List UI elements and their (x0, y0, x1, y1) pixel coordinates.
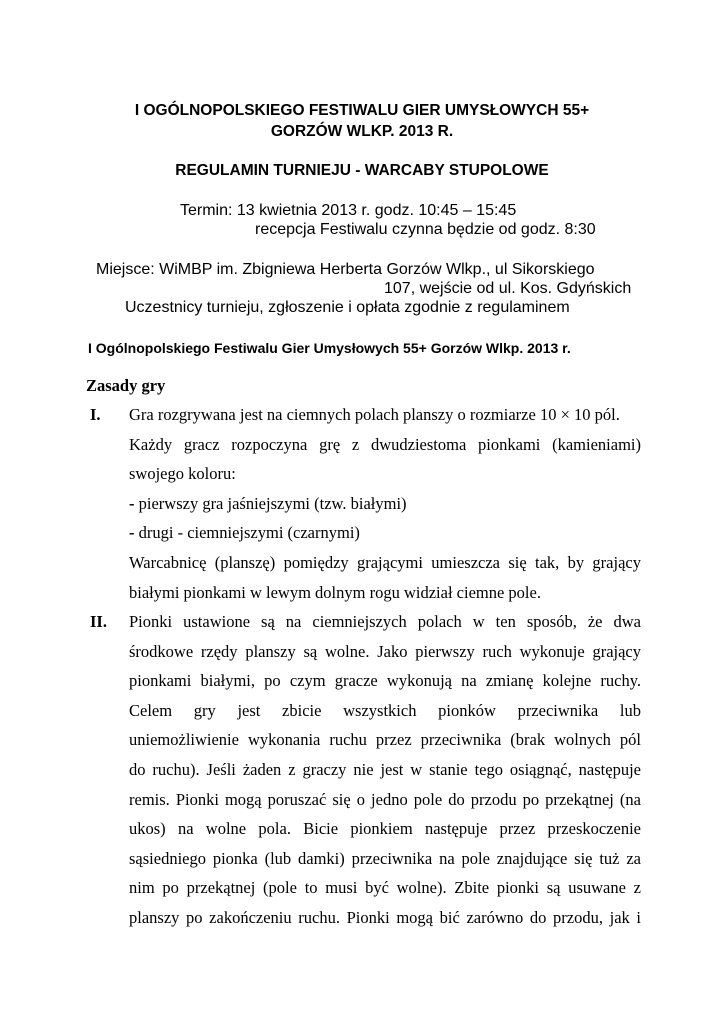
page-title-line-1: I OGÓLNOPOLSKIEGO FESTIWALU GIER UMYSŁOWYCH 55+ (134, 102, 590, 119)
list-item (129, 518, 641, 548)
dash-bullet: - (129, 523, 135, 543)
section-2-line: Pionki ustawione są na ciemniejszych polach w ten sposób, że dwa (129, 612, 641, 631)
section-1-line: swojego koloru: (129, 464, 236, 484)
section-2-line: pionkami białymi, po czym gracze wykonują na zmianę kolejne ruchy. (129, 671, 641, 691)
festival-reference: I Ogólnopolskiego Festiwalu Gier Umysłowych 55+ Gorzów Wlkp. 2013 r. (88, 340, 571, 356)
list-item-text: pierwszy gra jaśniejszymi (tzw. białymi) (134, 493, 407, 513)
section-1-number: I. (90, 405, 101, 424)
page-subtitle: REGULAMIN TURNIEJU - WARCABY STUPOLOWE (175, 162, 549, 179)
section-1-text (129, 400, 641, 607)
section-1-line: Każdy gracz rozpoczyna grę z dwudziestoma pionkami (kamieniami) (129, 434, 641, 454)
section-2-line: do ruchu). Jeśli żaden z graczy nie jest w stanie tego osiągnąć, następuje (129, 759, 641, 779)
section-2-line: nim po przekątnej (pole to musi być wolne). Zbite pionki są usuwane z (129, 878, 641, 898)
section-1-line: Warcabnicę (planszę) pomiędzy grającymi umieszcza się tak, by grający (129, 552, 641, 572)
list-item-text: drugi - ciemniejszymi (czarnymi) (134, 523, 360, 543)
section-2-line: sąsiedniego pionka (lub damki) przeciwnika na pole znajdujące się tuż za (129, 848, 641, 868)
termin-line-1: Termin: 13 kwietnia 2013 r. godz. 10:45 – 15:45 (180, 202, 517, 219)
termin-line-2: recepcja Festiwalu czynna będzie od godz. 8:30 (255, 221, 596, 238)
section-2-line: remis. Pionki mogą poruszać się o jedno pole do przodu po przekątnej (na (129, 789, 641, 809)
section-1-line: białymi pionkami w lewym dolnym rogu widział ciemne pole. (129, 582, 541, 602)
rules-heading: Zasady gry (86, 376, 166, 395)
uczestnicy-line: Uczestnicy turnieju, zgłoszenie i opłata zgodnie z regulaminem (125, 299, 570, 316)
page-title-line-2: GORZÓW WLKP. 2013 R. (270, 123, 454, 140)
dash-bullet: - (129, 493, 135, 513)
section-2-number: II. (90, 612, 107, 631)
section-2-line: środkowe rzędy planszy są wolne. Jako pierwszy ruch wykonuje grający (129, 641, 641, 661)
list-item (129, 489, 641, 519)
section-2-line: uniemożliwienie wykonania ruchu przez przeciwnika (brak wolnych pól (129, 730, 641, 750)
section-1-line: Gra rozgrywana jest na ciemnych polach planszy o rozmiarze 10 × 10 pól. (129, 405, 620, 424)
section-2-line: planszy po zakończeniu ruchu. Pionki mogą bić zarówno do przodu, jak i (129, 907, 641, 927)
section-2-text (129, 607, 641, 933)
section-2-line: Celem gry jest zbicie wszystkich pionków przeciwnika lub (129, 700, 641, 720)
miejsce-line-1: Miejsce: WiMBP im. Zbigniewa Herberta Gorzów Wlkp., ul Sikorskiego (96, 261, 595, 278)
section-2-line: ukos) na wolne pola. Bicie pionkiem następuje przez przeskoczenie (129, 819, 641, 839)
miejsce-line-2: 107, wejście od ul. Kos. Gdyńskich (384, 280, 632, 297)
